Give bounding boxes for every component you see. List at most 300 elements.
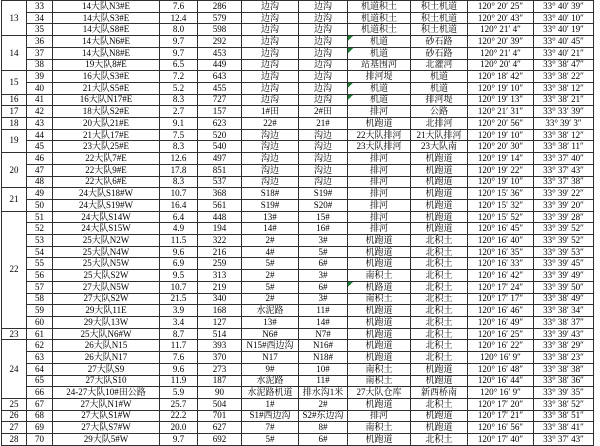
cell-ref-2: 积土机道	[411, 24, 468, 36]
cell-loc-1: N6#	[242, 328, 299, 340]
table-row	[2, 24, 594, 36]
cell-ref-2: 北积土	[411, 258, 468, 270]
cell-loc-1: 22#	[242, 118, 299, 130]
cell-seq: 61	[27, 328, 53, 340]
cell-name: 21大队S5#E	[53, 82, 160, 94]
cell-name: 29大队13W	[53, 316, 160, 328]
cell-loc-2: S19#	[299, 188, 348, 200]
cell-latitude: 33° 38′ 38″	[534, 363, 594, 375]
cell-value-2: 187	[198, 375, 242, 387]
cell-latitude: 33° 38′ 22″	[534, 71, 594, 83]
cell-latitude: 33° 40′ 39″	[534, 1, 594, 13]
cell-loc-1: 边沟	[242, 24, 299, 36]
cell-latitude: 33° 39′ 52″	[534, 223, 594, 235]
cell-ref-2: 机跑道	[411, 410, 468, 422]
cell-ref-2: 公路	[411, 106, 468, 118]
cell-seq: 59	[27, 305, 53, 317]
cell-loc-2: 3#	[299, 270, 348, 282]
cell-longitude: 120° 20′ 56″	[468, 118, 534, 130]
cell-value-2: 449	[198, 59, 242, 71]
cell-ref-1: 机跑道	[348, 246, 411, 258]
cell-value-2: 168	[198, 305, 242, 317]
cell-seq: 54	[27, 246, 53, 258]
cell-loc-1: 沟边	[242, 164, 299, 176]
cell-name: 22大队9#E	[53, 164, 160, 176]
cell-value-2: 292	[198, 36, 242, 48]
cell-loc-2: 沟边	[299, 176, 348, 188]
cell-ref-2: 机跑道	[411, 176, 468, 188]
cell-latitude: 33° 39′ 35″	[534, 387, 594, 399]
cell-latitude: 33° 37′ 38″	[534, 176, 594, 188]
cell-group: 14	[2, 36, 27, 71]
cell-value-1: 9.7	[160, 47, 198, 59]
cell-ref-2: 北积土	[411, 340, 468, 352]
cell-latitude: 33° 39′ 22″	[534, 188, 594, 200]
cell-longitude: 120° 16′ 45″	[468, 223, 534, 235]
cell-ref-2: 北灌河	[411, 59, 468, 71]
table-row	[2, 328, 594, 340]
cell-seq: 52	[27, 223, 53, 235]
cell-longitude: 120° 20′ 30″	[468, 141, 534, 153]
cell-name: 24大队S18#W	[53, 188, 160, 200]
cell-loc-2: 边沟	[299, 59, 348, 71]
cell-flag-icon	[348, 83, 353, 88]
cell-name: 25大队N5W	[53, 258, 160, 270]
cell-loc-2: 3#	[299, 235, 348, 247]
cell-longitude: 120° 20′ 25″	[468, 1, 534, 13]
cell-name: 27大队S1#W	[53, 410, 160, 422]
table-row	[2, 410, 594, 422]
table-body	[2, 1, 594, 446]
cell-seq: 50	[27, 199, 53, 211]
cell-ref-1: 机道	[348, 94, 411, 106]
cell-seq: 48	[27, 176, 53, 188]
cell-value-1: 22.2	[160, 410, 198, 422]
cell-loc-1: 水泥路机道	[242, 387, 299, 399]
cell-value-1: 8.0	[160, 24, 198, 36]
cell-value-1: 11.5	[160, 235, 198, 247]
cell-loc-1: 2#	[242, 293, 299, 305]
table-row	[2, 387, 594, 399]
cell-longitude: 120° 19′ 14″	[468, 153, 534, 165]
cell-value-1: 9.7	[160, 434, 198, 446]
cell-seq: 46	[27, 153, 53, 165]
cell-ref-1: 机跑道	[348, 305, 411, 317]
cell-value-1: 16.4	[160, 199, 198, 211]
cell-longitude: 120° 17′ 21″	[468, 410, 534, 422]
cell-loc-1: 水泥路	[242, 305, 299, 317]
cell-name: 29大队11E	[53, 305, 160, 317]
cell-seq: 49	[27, 188, 53, 200]
cell-ref-2: 北积土	[411, 398, 468, 410]
cell-name: 22大队7#E	[53, 153, 160, 165]
cell-ref-2: 北积土	[411, 316, 468, 328]
cell-seq: 65	[27, 375, 53, 387]
cell-ref-2: 积土机道	[411, 1, 468, 13]
cell-name: 27大队N1#W	[53, 398, 160, 410]
cell-latitude: 33° 38′ 41″	[534, 422, 594, 434]
cell-longitude: 120° 16′ 56″	[468, 422, 534, 434]
cell-seq: 64	[27, 363, 53, 375]
cell-value-2: 514	[198, 328, 242, 340]
cell-ref-1: 机跑道	[348, 316, 411, 328]
cell-ref-2: 排河堤	[411, 94, 468, 106]
cell-value-1: 8.3	[160, 176, 198, 188]
cell-ref-2: 北积土	[411, 434, 468, 446]
table-row	[2, 164, 594, 176]
cell-ref-1: 南积土	[348, 293, 411, 305]
cell-loc-2: 15#	[299, 211, 348, 223]
cell-loc-1: 2#	[242, 270, 299, 282]
cell-loc-2: 排水沟1米	[299, 387, 348, 399]
cell-ref-1: 排河	[348, 153, 411, 165]
table-row	[2, 434, 594, 446]
cell-ref-1: 南积土	[348, 375, 411, 387]
cell-longitude: 120° 16′ 35″	[468, 246, 534, 258]
cell-value-1: 9.6	[160, 363, 198, 375]
cell-name: 14大队S8#E	[53, 24, 160, 36]
cell-flag-icon	[348, 95, 353, 100]
cell-value-2: 157	[198, 106, 242, 118]
cell-ref-1: 23大队排河	[348, 141, 411, 153]
cell-ref-2: 机跑道	[411, 375, 468, 387]
cell-group: 24	[2, 340, 27, 399]
cell-group: 20	[2, 153, 27, 188]
cell-ref-1: 排河堤	[348, 71, 411, 83]
cell-loc-2: 10#	[299, 363, 348, 375]
table-row	[2, 270, 594, 282]
cell-loc-1: 14#	[242, 223, 299, 235]
cell-seq: 38	[27, 59, 53, 71]
cell-ref-2: 北积土	[411, 352, 468, 364]
cell-seq: 68	[27, 410, 53, 422]
cell-longitude: 120° 16′ 48″	[468, 363, 534, 375]
cell-name: 25大队N4W	[53, 246, 160, 258]
cell-ref-1: 机跑道	[348, 352, 411, 364]
cell-latitude: 33° 39′ 50″	[534, 281, 594, 293]
cell-value-2: 727	[198, 94, 242, 106]
cell-value-1: 11.9	[160, 375, 198, 387]
cell-loc-2: S2#东边沟	[299, 410, 348, 422]
table-row	[2, 293, 594, 305]
cell-group: 16	[2, 94, 27, 106]
cell-flag-icon	[348, 48, 353, 53]
cell-ref-2: 21大队排河	[411, 129, 468, 141]
cell-seq: 51	[27, 211, 53, 223]
cell-value-1: 7.2	[160, 71, 198, 83]
cell-loc-1: 沟边	[242, 129, 299, 141]
cell-latitude: 33° 38′ 21″	[534, 94, 594, 106]
cell-name: 27大队S7#W	[53, 422, 160, 434]
cell-latitude: 33° 39′ 28″	[534, 211, 594, 223]
cell-loc-1: 5#	[242, 434, 299, 446]
cell-longitude: 120° 15′ 52″	[468, 211, 534, 223]
table-row	[2, 47, 594, 59]
cell-value-2: 455	[198, 82, 242, 94]
cell-latitude: 33° 40′ 45″	[534, 36, 594, 48]
cell-ref-1: 排河	[348, 199, 411, 211]
cell-seq: 39	[27, 71, 53, 83]
cell-latitude: 33° 38′ 49″	[534, 293, 594, 305]
cell-value-2: 627	[198, 422, 242, 434]
table-row	[2, 305, 594, 317]
cell-loc-1: 沟边	[242, 176, 299, 188]
cell-loc-2: 5#	[299, 246, 348, 258]
table-row	[2, 246, 594, 258]
cell-value-1: 9.7	[160, 36, 198, 48]
cell-longitude: 120° 19′ 13″	[468, 94, 534, 106]
table-row	[2, 118, 594, 130]
cell-value-1: 8.3	[160, 94, 198, 106]
table-row	[2, 188, 594, 200]
cell-value-1: 8.7	[160, 328, 198, 340]
cell-seq: 45	[27, 141, 53, 153]
cell-value-2: 540	[198, 141, 242, 153]
cell-value-2: 216	[198, 246, 242, 258]
cell-longitude: 120° 18′ 42″	[468, 71, 534, 83]
cell-loc-1: 边沟	[242, 59, 299, 71]
cell-longitude: 120° 15′ 32″	[468, 199, 534, 211]
cell-latitude: 33° 39′ 20″	[534, 199, 594, 211]
cell-latitude: 33° 38′ 23″	[534, 352, 594, 364]
cell-name: 14大队S3#E	[53, 12, 160, 24]
table-row	[2, 106, 594, 118]
cell-loc-2: 2#田	[299, 106, 348, 118]
cell-ref-2: 机跑道	[411, 199, 468, 211]
cell-value-1: 9.5	[160, 270, 198, 282]
cell-ref-2: 北积土	[411, 328, 468, 340]
cell-loc-2: 16#	[299, 223, 348, 235]
cell-ref-2: 砂石路	[411, 47, 468, 59]
cell-seq: 34	[27, 12, 53, 24]
table-row	[2, 12, 594, 24]
cell-loc-2: 14#	[299, 316, 348, 328]
cell-loc-1: 边沟	[242, 71, 299, 83]
cell-ref-1: 南积土	[348, 363, 411, 375]
table-row	[2, 235, 594, 247]
cell-name: 16大队N17#E	[53, 94, 160, 106]
cell-longitude: 120° 16′ 42″	[468, 270, 534, 282]
cell-longitude: 120° 16′ 9″	[468, 352, 534, 364]
cell-seq: 70	[27, 434, 53, 446]
cell-name: 24-27大队10#田公路	[53, 387, 160, 399]
cell-ref-1: 排河	[348, 410, 411, 422]
table-row	[2, 363, 594, 375]
cell-longitude: 120° 16′ 33″	[468, 258, 534, 270]
cell-longitude: 120° 16′ 9″	[468, 387, 534, 399]
cell-latitude: 33° 38′ 36″	[534, 375, 594, 387]
cell-group: 17	[2, 106, 27, 118]
cell-ref-1: 机跑道	[348, 328, 411, 340]
cell-latitude: 33° 33′ 39″	[534, 106, 594, 118]
table-row	[2, 281, 594, 293]
cell-name: 26大队N17	[53, 352, 160, 364]
cell-name: 16大队S3#E	[53, 71, 160, 83]
cell-loc-2: 沟边	[299, 141, 348, 153]
cell-value-1: 12.4	[160, 12, 198, 24]
cell-latitude: 33° 39′ 53″	[534, 246, 594, 258]
cell-value-1: 21.5	[160, 293, 198, 305]
table-row	[2, 141, 594, 153]
cell-seq: 40	[27, 82, 53, 94]
cell-value-2: 90	[198, 387, 242, 399]
cell-loc-2: S20#	[299, 199, 348, 211]
cell-latitude: 33° 37′ 43″	[534, 434, 594, 446]
cell-seq: 44	[27, 129, 53, 141]
cell-ref-1: 排河	[348, 106, 411, 118]
cell-value-1: 25.7	[160, 398, 198, 410]
cell-value-1: 5.9	[160, 387, 198, 399]
cell-value-2: 368	[198, 188, 242, 200]
cell-seq: 62	[27, 340, 53, 352]
cell-seq: 58	[27, 293, 53, 305]
cell-loc-1: 1#	[242, 398, 299, 410]
cell-longitude: 120° 16′ 49″	[468, 316, 534, 328]
cell-ref-2: 机跑道	[411, 153, 468, 165]
cell-value-2: 370	[198, 352, 242, 364]
cell-ref-2: 北排河	[411, 118, 468, 130]
table-row	[2, 316, 594, 328]
cell-latitude: 33° 38′ 37″	[534, 316, 594, 328]
cell-loc-2: 边沟	[299, 94, 348, 106]
cell-seq: 55	[27, 258, 53, 270]
cell-value-1: 20.0	[160, 422, 198, 434]
cell-ref-2: 机跑道	[411, 363, 468, 375]
table-row	[2, 422, 594, 434]
cell-value-1: 12.6	[160, 153, 198, 165]
cell-loc-1: 边沟	[242, 36, 299, 48]
cell-seq: 57	[27, 281, 53, 293]
cell-value-1: 17.8	[160, 164, 198, 176]
cell-ref-1: 机道	[348, 82, 411, 94]
cell-value-1: 10.7	[160, 188, 198, 200]
cell-seq: 53	[27, 235, 53, 247]
cell-value-1: 7.6	[160, 352, 198, 364]
cell-name: 25大队N2W	[53, 235, 160, 247]
cell-longitude: 120° 16′ 22″	[468, 340, 534, 352]
cell-latitude: 33° 40′ 10″	[534, 12, 594, 24]
cell-latitude: 33° 39′ 3″	[534, 118, 594, 130]
cell-loc-2: 沟边	[299, 129, 348, 141]
cell-ref-1: 机跑道	[348, 258, 411, 270]
cell-group: 28	[2, 434, 27, 446]
cell-longitude: 120° 17′ 20″	[468, 398, 534, 410]
cell-name: 14大队N8#E	[53, 47, 160, 59]
cell-value-2: 127	[198, 316, 242, 328]
cell-value-2: 497	[198, 153, 242, 165]
cell-latitude: 33° 40′ 19″	[534, 24, 594, 36]
cell-value-2: 313	[198, 270, 242, 282]
cell-loc-2: 边沟	[299, 12, 348, 24]
cell-name: 24大队S14W	[53, 211, 160, 223]
cell-group: 27	[2, 422, 27, 434]
cell-name: 25大队N6#W	[53, 328, 160, 340]
cell-group: 26	[2, 410, 27, 422]
cell-ref-1: 排河	[348, 188, 411, 200]
cell-ref-1: 机跑道	[348, 118, 411, 130]
cell-longitude: 120° 16′ 40″	[468, 235, 534, 247]
cell-loc-2: 21#	[299, 118, 348, 130]
table-row	[2, 36, 594, 48]
cell-ref-2: 23大队南	[411, 141, 468, 153]
cell-seq: 37	[27, 47, 53, 59]
cell-ref-1: 机跑道	[348, 434, 411, 446]
cell-loc-2: N18#	[299, 352, 348, 364]
cell-group: 25	[2, 398, 27, 410]
cell-loc-1: 13#	[242, 316, 299, 328]
cell-ref-1: 南积土	[348, 270, 411, 282]
cell-value-2: 537	[198, 176, 242, 188]
cell-longitude: 120° 20′ 4″	[468, 59, 534, 71]
cell-seq: 33	[27, 1, 53, 13]
cell-ref-1: 排河	[348, 223, 411, 235]
cell-name: 14大队N6#E	[53, 36, 160, 48]
table-row	[2, 352, 594, 364]
cell-loc-1: 9#	[242, 363, 299, 375]
cell-loc-1: 边沟	[242, 82, 299, 94]
cell-loc-2: 沟边	[299, 153, 348, 165]
cell-ref-1: 站基围河	[348, 59, 411, 71]
cell-group: 23	[2, 328, 27, 340]
cell-latitude: 33° 38′ 51″	[534, 410, 594, 422]
cell-name: 22大队6#E	[53, 176, 160, 188]
cell-ref-1: 22大队排河	[348, 129, 411, 141]
table-row	[2, 94, 594, 106]
cell-value-2: 692	[198, 434, 242, 446]
cell-longitude: 120° 19′ 10″	[468, 176, 534, 188]
cell-value-2: 453	[198, 47, 242, 59]
cell-seq: 35	[27, 24, 53, 36]
cell-ref-2: 新西桥南	[411, 387, 468, 399]
cell-value-1: 9.6	[160, 246, 198, 258]
cell-value-2: 851	[198, 164, 242, 176]
cell-loc-2: 沟边	[299, 164, 348, 176]
cell-latitude: 33° 37′ 43″	[534, 164, 594, 176]
cell-name: 27大队N5W	[53, 281, 160, 293]
cell-name: 18大队S2#E	[53, 106, 160, 118]
cell-value-1: 9.1	[160, 118, 198, 130]
table-row	[2, 211, 594, 223]
cell-ref-2: 北积土	[411, 293, 468, 305]
cell-ref-2: 北积土	[411, 235, 468, 247]
cell-ref-2: 北积土	[411, 246, 468, 258]
cell-ref-2: 机跑道	[411, 223, 468, 235]
cell-longitude: 120° 17′ 17″	[468, 293, 534, 305]
cell-seq: 47	[27, 164, 53, 176]
cell-loc-1: S19#	[242, 199, 299, 211]
cell-value-2: 286	[198, 1, 242, 13]
cell-loc-1: 7#	[242, 422, 299, 434]
cell-value-2: 322	[198, 235, 242, 247]
cell-value-1: 3.9	[160, 305, 198, 317]
cell-ref-1: 机道积土	[348, 12, 411, 24]
cell-latitude: 33° 39′ 43″	[534, 328, 594, 340]
cell-latitude: 33° 38′ 52″	[534, 398, 594, 410]
cell-latitude: 33° 38′ 29″	[534, 340, 594, 352]
cell-value-2: 259	[198, 258, 242, 270]
cell-name: 27大队S9	[53, 363, 160, 375]
cell-longitude: 120° 16′ 44″	[468, 375, 534, 387]
cell-loc-2: 6#	[299, 434, 348, 446]
cell-latitude: 33° 38′ 47″	[534, 59, 594, 71]
cell-name: 21大队17#E	[53, 129, 160, 141]
cell-longitude: 120° 19′ 22″	[468, 164, 534, 176]
table-row	[2, 153, 594, 165]
table-row	[2, 223, 594, 235]
cell-value-1: 4.9	[160, 223, 198, 235]
cell-loc-1: N15#西边沟	[242, 340, 299, 352]
cell-loc-2: 6#	[299, 281, 348, 293]
